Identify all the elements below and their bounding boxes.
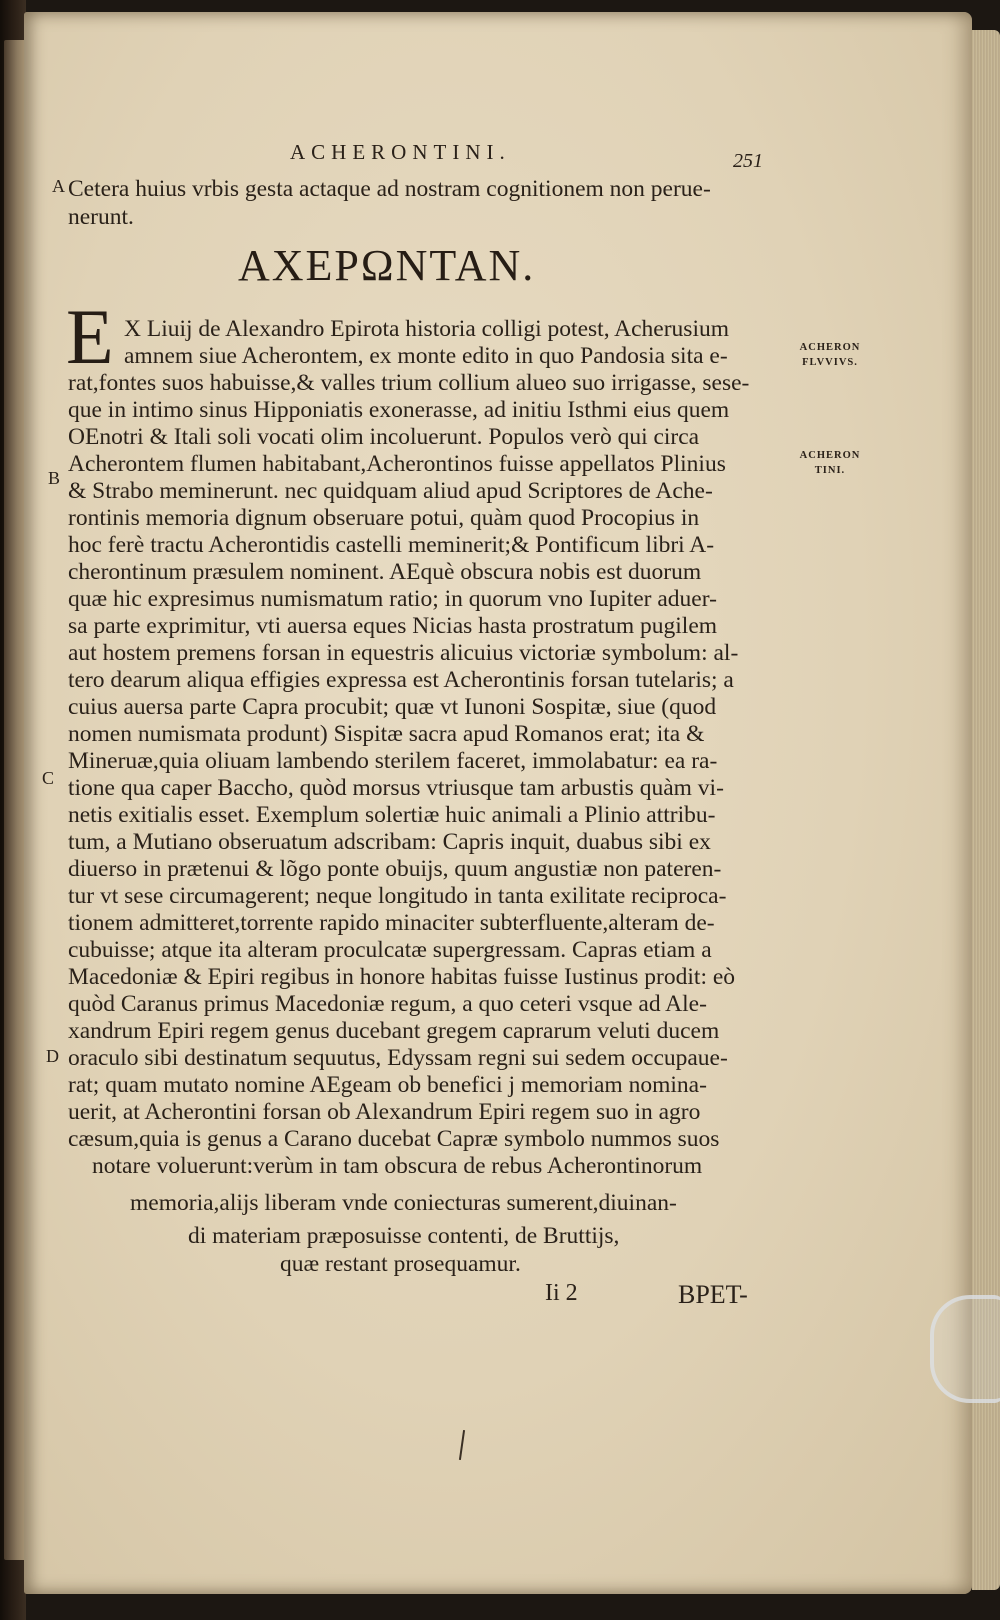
page-clip xyxy=(930,1295,1000,1403)
body-line: cubuisse; atque ita alteram proculcatæ supergressam. Capras etiam a xyxy=(68,937,712,963)
catchword: BPET- xyxy=(678,1280,748,1309)
body-line: tione qua caper Baccho, quòd morsus vtriusque tam arbustis quàm vi- xyxy=(68,775,724,801)
body-line: rat; quam mutato nomine AEgeam ob benefici j memoriam nomina- xyxy=(68,1072,707,1098)
body-line: quæ restant prosequamur. xyxy=(280,1251,521,1277)
body-line: tionem admitteret,torrente rapido minaciter subterfluente,alteram de- xyxy=(68,910,715,936)
marginal-note-acheron-fluvius xyxy=(790,340,870,370)
marginal-note-line: ACHERON xyxy=(799,450,861,461)
body-line: nomen numismata produnt) Sispitæ sacra apud Romanos erat; ita & xyxy=(68,721,705,747)
body-line: aut hostem premens forsan in equestris alicuius victoriæ symbolum: al- xyxy=(68,640,739,666)
margin-letter-b: B xyxy=(48,468,61,488)
body-line: tur vt sese circumagerent; neque longitudo in tanta exilitate reciproca- xyxy=(68,883,727,909)
facing-page-sliver xyxy=(4,40,26,1560)
body-line: tero dearum aliqua effigies expressa est Acherontinis forsan tutelaris; a xyxy=(68,667,734,693)
body-line: hoc ferè tractu Acherontidis castelli meminerit;& Pontificum libri A- xyxy=(68,532,715,558)
body-line: rontinis memoria dignum obseruare potui, quàm quod Procopius in xyxy=(68,505,700,531)
marginal-note-line: ACHERON xyxy=(799,342,861,353)
body-line: Mineruæ,quia oliuam lambendo sterilem faceret, immolabatur: ea ra- xyxy=(68,748,718,774)
marginal-note-line: FLVVIVS. xyxy=(802,357,858,368)
body-line: netis exitialis esset. Exemplum solertiæ huic animali a Plinio attribu- xyxy=(68,802,716,828)
body-line: uerit, at Acherontini forsan ob Alexandrum Epiri regem suo in agro xyxy=(68,1099,701,1125)
body-line: quæ hic expresimus numismatum ratio; in quorum vno Iupiter aduer- xyxy=(68,586,717,612)
drop-cap: E xyxy=(66,293,114,380)
body-line: Acherontem flumen habitabant,Acherontinos fuisse appellatos Plinius xyxy=(68,451,726,477)
body-line: tum, a Mutiano obseruatum adscribam: Capris inquit, duabus sibi ex xyxy=(68,829,711,855)
marginal-note-line: TINI. xyxy=(814,465,846,476)
body-line: notare voluerunt:verùm in tam obscura de rebus Acherontinorum xyxy=(92,1153,703,1179)
body-line: di materiam præposuisse contenti, de Bruttijs, xyxy=(188,1223,620,1249)
running-head: ACHERONTINI. xyxy=(290,140,511,164)
page-number: 251 xyxy=(733,150,763,172)
opening-line-2: nerunt. xyxy=(68,204,134,230)
body-line: X Liuij de Alexandro Epirota historia colligi potest, Acherusium xyxy=(124,316,730,342)
body-line: quòd Caranus primus Macedoniæ regum, a quo ceteri vsque ad Ale- xyxy=(68,991,707,1017)
body-line: cherontinum præsulem nominent. AEquè obscura nobis est duorum xyxy=(68,559,702,585)
body-line: diuerso in prætenui & lõgo ponte obuijs, quum angustiæ non pateren- xyxy=(68,856,722,882)
body-line: cuius auersa parte Capra procubit; quæ vt Iunoni Sospitæ, siue (quod xyxy=(68,694,717,720)
margin-letter-a: A xyxy=(52,176,65,196)
body-line: amnem siue Acherontem, ex monte edito in quo Pandosia sita e- xyxy=(124,343,728,369)
section-heading: ΑΧΕΡΩΝΤΑΝ. xyxy=(238,241,536,290)
body-line: memoria,alijs liberam vnde coniecturas sumerent,diuinan- xyxy=(130,1190,677,1216)
margin-letter-c: C xyxy=(42,768,55,788)
body-line: & Strabo meminerunt. nec quidquam aliud apud Scriptores de Ache- xyxy=(68,478,713,504)
body-line: rat,fontes suos habuisse,& valles trium collium alueo suo irrigasse, sese- xyxy=(68,370,750,396)
signature-mark: Ii 2 xyxy=(545,1280,578,1306)
margin-letter-d: D xyxy=(46,1046,59,1066)
body-line: Macedoniæ & Epiri regibus in honore habitas fuisse Iustinus prodit: eò xyxy=(68,964,736,990)
marginal-note-acherontini xyxy=(790,448,870,478)
opening-line-1: Cetera huius vrbis gesta actaque ad nostram cognitionem non perue- xyxy=(68,176,711,202)
body-line: oraculo sibi destinatum sequutus, Edyssam regni sui sedem occupaue- xyxy=(68,1045,728,1071)
body-line: xandrum Epiri regem genus ducebant gregem caprarum veluti ducem xyxy=(68,1018,720,1044)
body-line: sa parte exprimitur, vti auersa eques Nicias hasta prostratum pugilem xyxy=(68,613,718,639)
body-line: OEnotri & Itali soli vocati olim incoluerunt. Populos verò qui circa xyxy=(68,424,700,450)
body-line: cæsum,quia is genus a Carano ducebat Capræ symbolo nummos suos xyxy=(68,1126,720,1152)
body-line: que in intimo sinus Hipponiatis exonerasse, ad initiu Isthmi eius quem xyxy=(68,397,730,423)
